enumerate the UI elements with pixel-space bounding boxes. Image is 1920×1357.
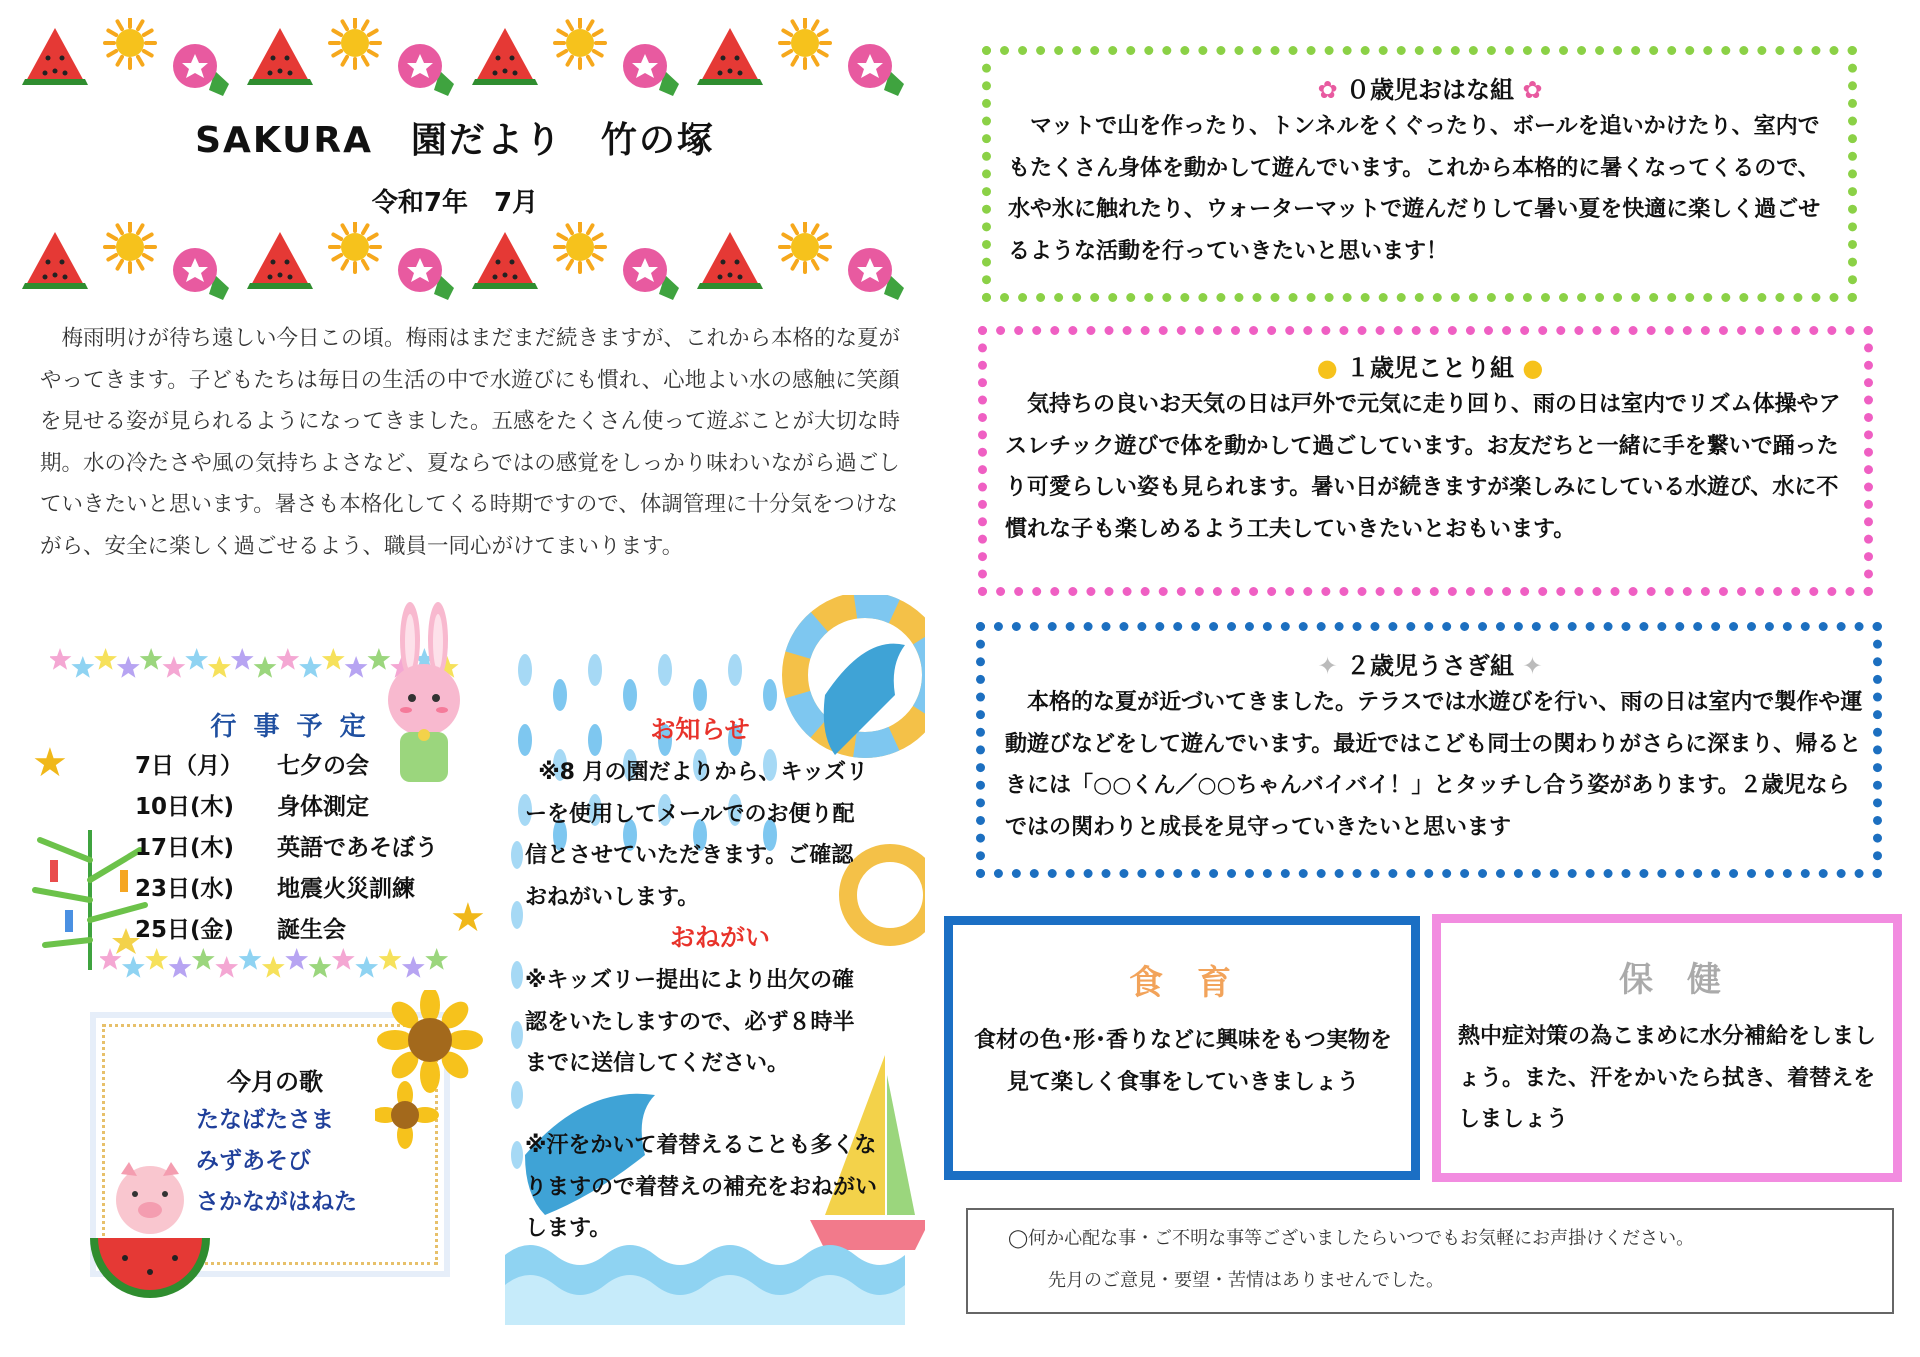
notice-text: ※8 月の園だよりから、キッズリーを使用してメールでのお便り配信とさせていただきます。ご確認おねがいします。 (525, 760, 869, 910)
chick-icon: ● (1316, 354, 1338, 382)
song-item: みずあそび (196, 1148, 311, 1174)
class-title-1-label: １歳児ことり組 (1346, 354, 1514, 382)
hoken-text: 熱中症対策の為こまめに水分補給をしましょう。また、汗をかいたら拭き、着替えをしましょう (1458, 1024, 1877, 1132)
song-title: 今月の歌 (227, 1068, 323, 1096)
morning-glory-icon (623, 248, 679, 300)
tanabata-bamboo-illustration (30, 820, 150, 970)
song-item: さかながはねた (196, 1189, 357, 1215)
event-item (135, 869, 465, 910)
garland-star-icon (192, 948, 215, 970)
tulip-icon: ✿ (1522, 76, 1543, 104)
decoration-row-top (20, 18, 910, 98)
water-drop-icon (511, 961, 523, 989)
star-icon: ★ (32, 740, 68, 786)
water-drop-icon (511, 841, 523, 869)
garland-star-icon (379, 948, 402, 970)
watermelon-icon (472, 232, 538, 289)
morning-glory-icon (623, 44, 679, 96)
garland-star-icon (169, 956, 192, 978)
water-drop-icon (518, 654, 532, 686)
garland-star-icon (185, 648, 208, 670)
event-name: 七夕の会 (277, 753, 369, 779)
watermelon-icon (22, 232, 88, 289)
garland-star-icon (94, 648, 117, 670)
water-drop-icon (623, 679, 637, 711)
sun-icon (555, 18, 605, 68)
watermelon-icon (697, 28, 763, 85)
garland-star-icon (402, 956, 425, 978)
sun-icon (105, 222, 155, 272)
garland-star-icon (309, 956, 332, 978)
intro-paragraph: 梅雨明けが待ち遠しい今日この頃。梅雨はまだまだ続きますが、これから本格的な夏がやってきます。子どもたちは毎日の生活の中で水遊びにも慣れ、心地よい水の感触に笑顔を見せる姿が見られるようになってきました。五感をたくさん使って遊ぶことが大切な時期。水の冷たさや風の気持ちよさなど、夏ならではの感覚をしっかり味わいながら過ごしていきたいと思います。暑さも本格化してくる時期ですので、体調管理に十分気をつけながら、安全に楽しく過ごせるよう、職員一同心がけてまいります。 (40, 326, 901, 559)
garland-star-icon (276, 648, 299, 670)
rabbit-icon: ✦ (1522, 652, 1543, 680)
event-date: 23日(水) (135, 876, 235, 902)
sun-icon (330, 18, 380, 68)
star-icon: ★ (450, 895, 486, 941)
event-item (135, 746, 465, 787)
water-drop-icon (511, 1081, 523, 1109)
class-title-2-label: ２歳児うさぎ組 (1346, 652, 1514, 680)
garland-star-icon (355, 956, 378, 978)
events-list (135, 746, 465, 951)
garland-star-icon (425, 948, 448, 970)
garland-star-icon (262, 956, 285, 978)
watermelon-icon (697, 232, 763, 289)
event-name: 英語であそぼう (277, 835, 438, 861)
garland-star-icon (50, 648, 71, 670)
garland-star-icon (163, 656, 186, 678)
class-title-1 (1300, 348, 1560, 383)
notice-title: お知らせ (650, 715, 750, 744)
water-drop-icon (728, 654, 742, 686)
request-text-2: ※汗をかいて着替えることも多くなりますので着替えの補充をおねがいします。 (525, 1133, 878, 1241)
decoration-row-middle (20, 222, 910, 302)
song-list (196, 1100, 357, 1223)
class-title-0 (1300, 70, 1560, 105)
event-name: 誕生会 (277, 917, 346, 943)
tulip-icon: ✿ (1317, 76, 1338, 104)
request-title: おねがい (669, 923, 770, 952)
sun-icon (780, 222, 830, 272)
event-date: 10日(木) (135, 794, 235, 820)
morning-glory-icon (848, 248, 904, 300)
water-drop-icon (588, 654, 602, 686)
footer-line-1: ◯何か心配な事・ご不明な事等ございましたらいつでもお気軽にお声掛けください。 (1008, 1228, 1695, 1249)
event-date: 7日（月） (135, 753, 244, 779)
garland-star-icon (322, 648, 345, 670)
hoken-title: 保 健 (1619, 960, 1721, 1000)
garland-star-icon (299, 656, 322, 678)
watermelon-icon (22, 28, 88, 85)
garland-star-icon (254, 656, 277, 678)
shokuiku-text: 食材の色･形･香りなどに興味をもつ実物を見て楽しく食事をしていきましょう (973, 1028, 1392, 1095)
garland-star-icon (117, 656, 140, 678)
page-title: SAKURA 園だより 竹の塚 (195, 120, 715, 161)
event-name: 身体測定 (277, 794, 369, 820)
pig-watermelon-illustration (85, 1160, 215, 1320)
sunflower-illustration (375, 990, 485, 1150)
event-item (135, 910, 465, 951)
class-text-1: 気持ちの良いお天気の日は戸外で元気に走り回り、雨の日は室内でリズム体操やアスレチック遊びで体を動かして過ごしています。お友だちと一緒に手を繋いで踊ったり可愛らしい姿も見られます。暑い日が続きますが楽しみにしている水遊び、水に不慣れな子も楽しめるよう工夫していきたいとおもいます。 (1005, 392, 1841, 542)
class-text-2: 本格的な夏が近づいてきました。テラスでは水遊びを行い、雨の日は室内で製作や運動遊びなどをして遊んでいます。最近ではこども同士の関わりがさらに深まり、帰るときには「○○くん／○○ちゃんバイバイ！」とタッチし合う姿があります。２歳児ならではの関わりと成長を見守っていきたいと思います (1005, 690, 1863, 840)
sun-icon (330, 222, 380, 272)
event-name: 地震火災訓練 (277, 876, 415, 902)
water-drop-icon (511, 1141, 523, 1169)
garland-star-icon (239, 948, 262, 970)
water-drop-icon (693, 679, 707, 711)
song-item: たなばたさま (196, 1107, 334, 1133)
garland-star-icon (345, 656, 368, 678)
shokuiku-title: 食 育 (1129, 963, 1231, 1003)
garland-star-icon (140, 648, 163, 670)
garland-star-icon (208, 656, 231, 678)
watermelon-icon (472, 28, 538, 85)
request-text-1: ※キッズリー提出により出欠の確認をいたしますので、必ず８時半までに送信してください。 (525, 968, 855, 1076)
watermelon-icon (247, 28, 313, 85)
events-title: 行 事 予 定 (210, 712, 370, 742)
morning-glory-icon (398, 248, 454, 300)
sun-icon (555, 222, 605, 272)
watermelon-icon (247, 232, 313, 289)
water-drop-icon (511, 901, 523, 929)
garland-star-icon (215, 956, 238, 978)
event-date: 17日(木) (135, 835, 235, 861)
event-item (135, 787, 465, 828)
garland-star-icon (285, 948, 308, 970)
morning-glory-icon (173, 248, 229, 300)
morning-glory-icon (173, 44, 229, 96)
water-drop-icon (658, 654, 672, 686)
water-drop-icon (553, 679, 567, 711)
page-date: 令和7年 7月 (371, 188, 539, 218)
class-text-0: マットで山を作ったり、トンネルをくぐったり、ボールを追いかけたり、室内でもたくさん身体を動かして遊んでいます。これから本格的に暑くなってくるので、水や氷に触れたり、ウォーターマットで遊んだりして暑い夏を快適に楽しく過ごせるような活動を行っていきたいと思います！ (1008, 114, 1821, 264)
morning-glory-icon (848, 44, 904, 96)
class-title-0-label: ０歳児おはな組 (1346, 76, 1514, 104)
event-item (135, 828, 465, 869)
event-date: 25日(金) (135, 917, 235, 943)
morning-glory-icon (398, 44, 454, 96)
garland-star-icon (231, 648, 254, 670)
garland-star-icon (332, 948, 355, 970)
rabbit-icon: ✦ (1317, 652, 1338, 680)
garland-star-icon (71, 656, 94, 678)
sun-icon (780, 18, 830, 68)
water-drop-icon (763, 679, 777, 711)
footer-line-2: 先月のご意見・要望・苦情はありませんでした。 (1048, 1270, 1444, 1291)
chick-icon: ● (1522, 354, 1544, 382)
sun-icon (105, 18, 155, 68)
class-title-2 (1300, 646, 1560, 681)
water-drop-icon (511, 1021, 523, 1049)
